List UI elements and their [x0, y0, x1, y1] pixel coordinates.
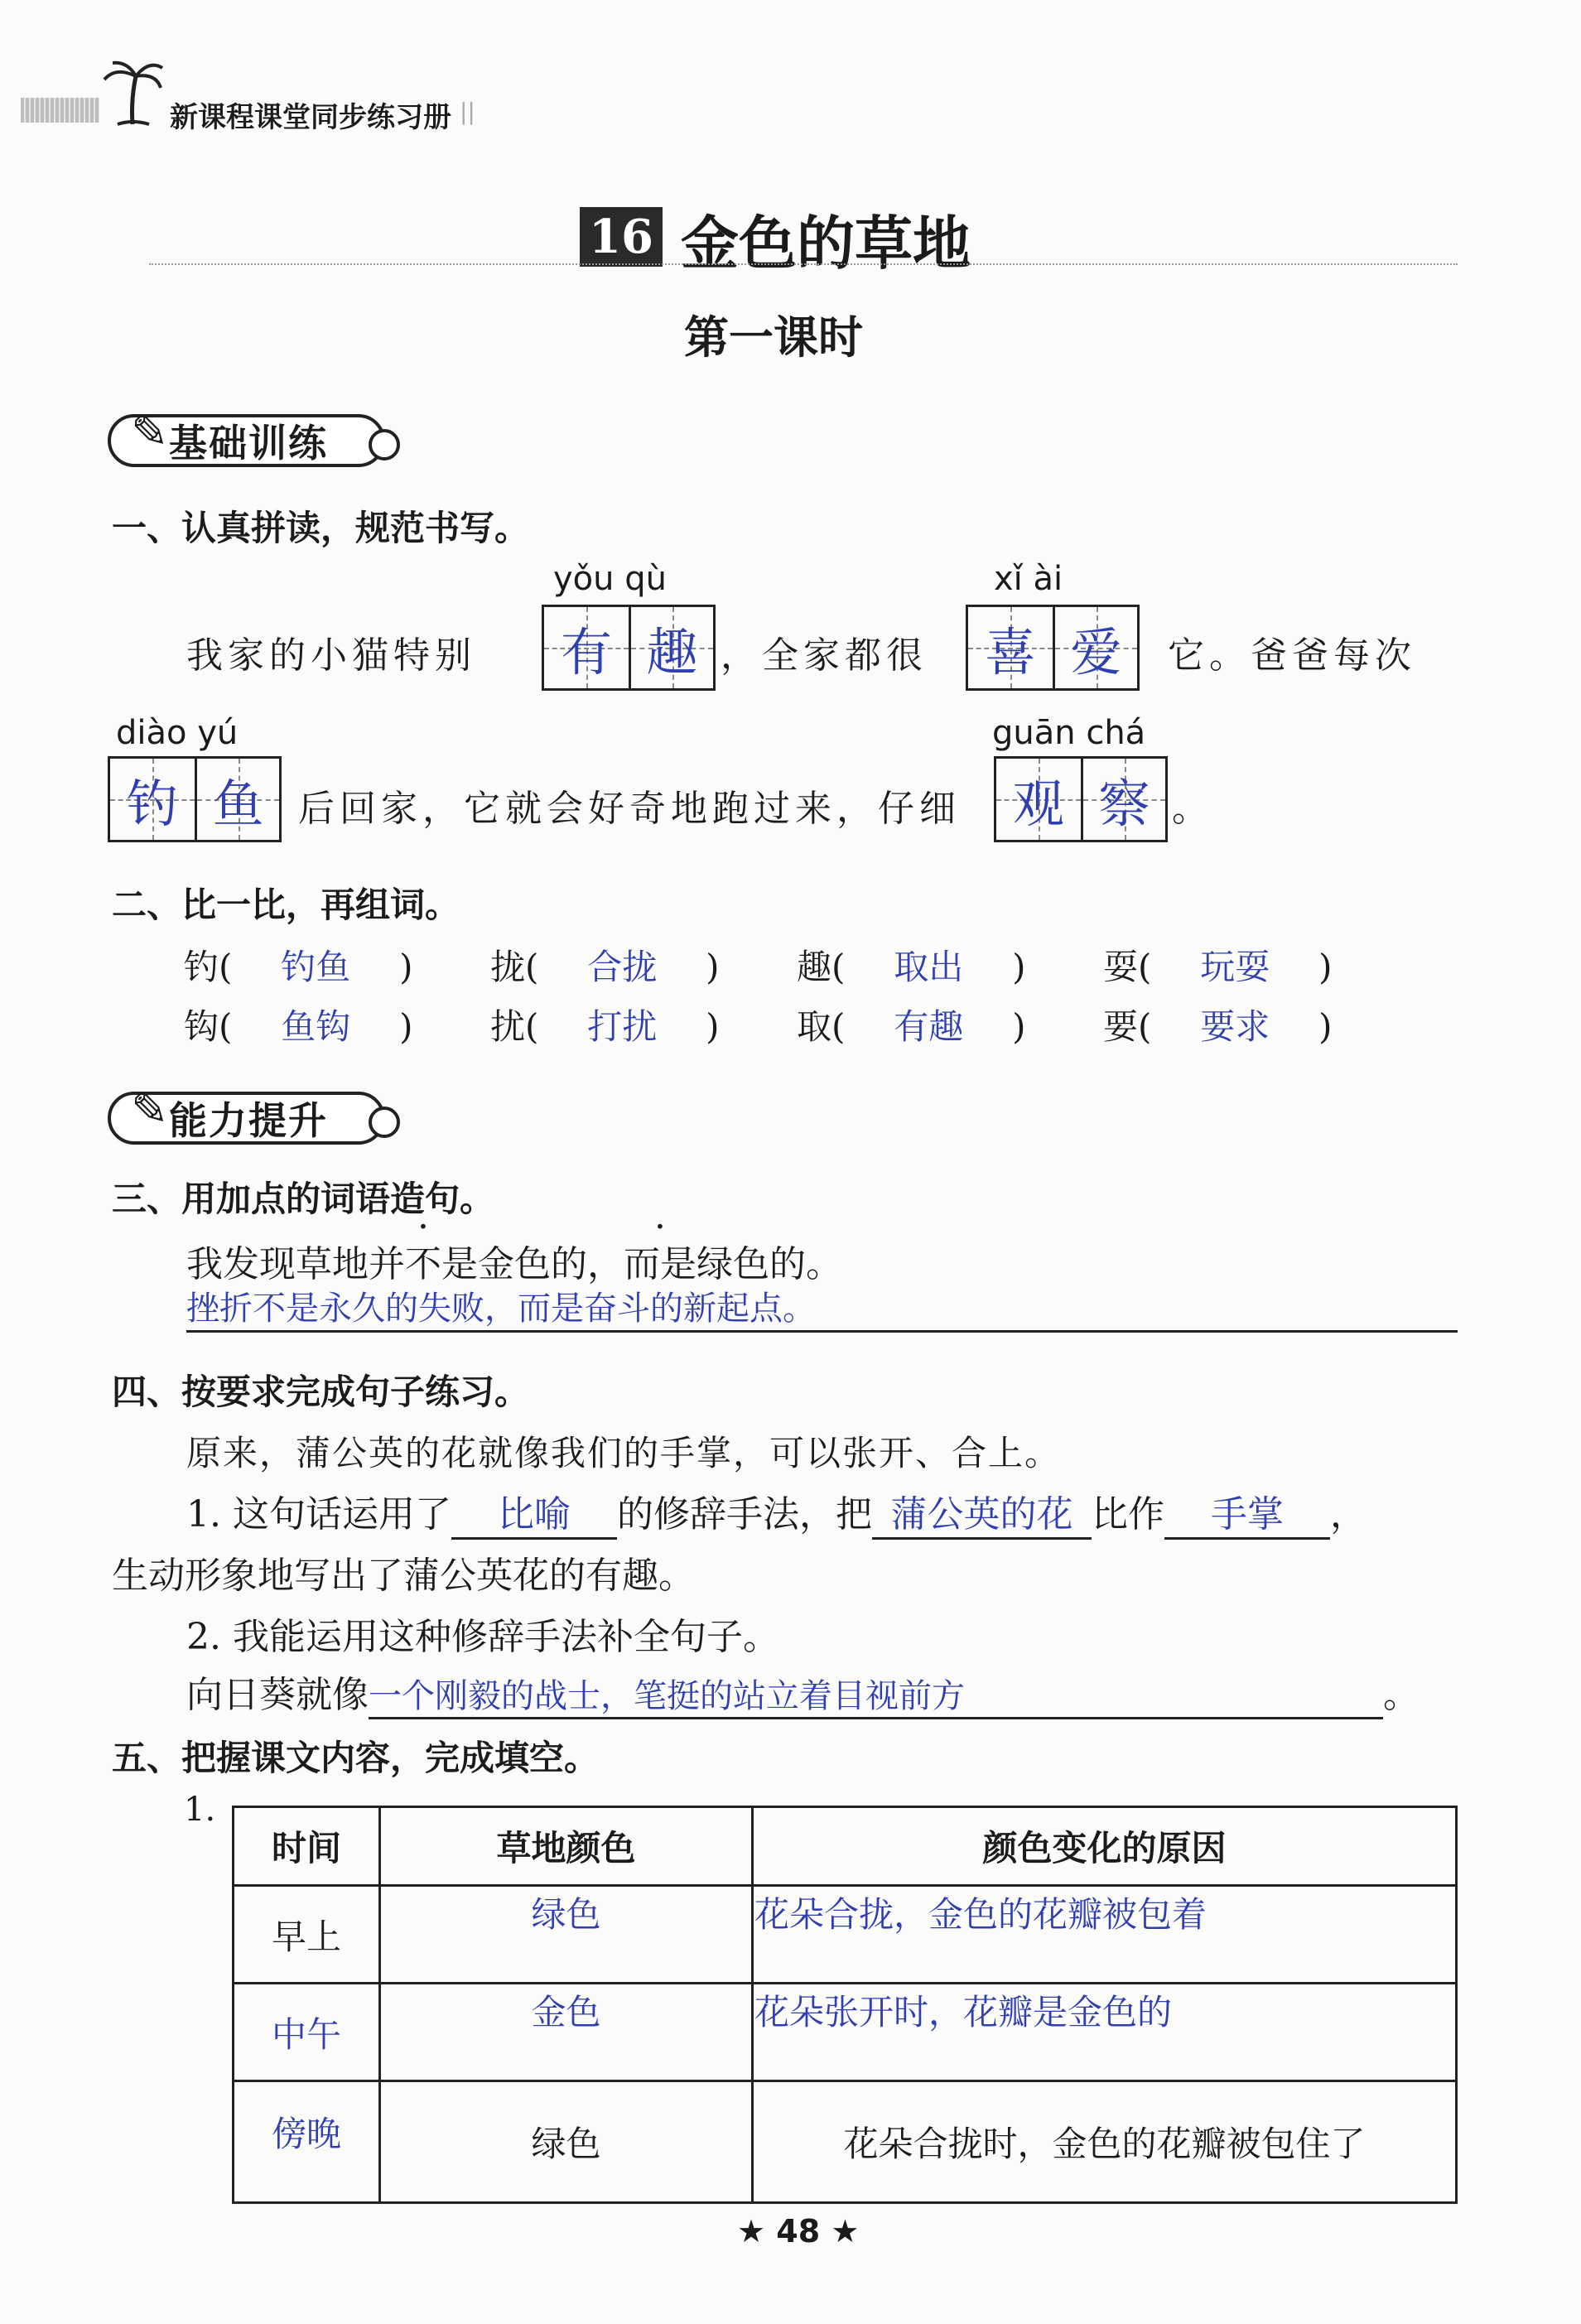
q1-text-2: ，全家都很	[721, 634, 928, 677]
cell-color: 金色	[380, 1984, 753, 2081]
answer-word: 玩耍	[1200, 947, 1270, 987]
answer-word: 要求	[1200, 1006, 1270, 1047]
cell-reason: 花朵合拢，金色的花瓣被包着	[753, 1886, 1457, 1984]
cell-reason: 花朵合拢时，金色的花瓣被包住了	[753, 2081, 1457, 2203]
ring-icon	[369, 429, 400, 460]
q4-heading: 四、按要求完成句子练习。	[112, 1372, 530, 1412]
table-row	[234, 1984, 1457, 2081]
q1-heading: 一、认真拼读，规范书写。	[112, 508, 530, 548]
word-group: 扰( 打扰 )	[490, 1000, 720, 1049]
cell-time: 中午	[234, 1984, 380, 2081]
q2-heading: 二、比一比，再组词。	[112, 885, 460, 925]
tianzige-3	[108, 756, 282, 842]
q4-quote: 原来，蒲公英的花就像我们的手掌，可以张开、合上。	[186, 1433, 1062, 1473]
blank-subject: 蒲公英的花	[872, 1484, 1092, 1540]
pinyin-4: guān chá	[992, 714, 1146, 752]
table-header-row	[234, 1807, 1457, 1886]
table-row	[234, 1886, 1457, 1984]
q1-text-4: 后回家，它就会好奇地跑过来，仔细	[298, 788, 961, 830]
page-number: ★ 48 ★	[737, 2213, 860, 2249]
col-header: 时间	[234, 1807, 380, 1886]
pinyin-2: xǐ ài	[994, 560, 1063, 598]
pencil-icon: ✎	[131, 1083, 169, 1135]
q5-table	[232, 1806, 1458, 2204]
answer-word: 打扰	[587, 1006, 658, 1047]
answer-word: 合拢	[587, 947, 658, 987]
q1-text-5: 。	[1172, 788, 1213, 830]
ring-icon	[369, 1107, 400, 1138]
palm-tree-icon	[99, 58, 166, 128]
q4-sentence-1: 1. 这句话运用了 比喻 的修辞手法，把 蒲公英的花 比作 手掌 ，	[186, 1484, 1367, 1540]
q1-text-3: 它。爸爸每次	[1168, 634, 1416, 677]
tianzige-2	[966, 605, 1140, 691]
book-title: 新课程课堂同步练习册	[170, 101, 451, 134]
q5-item-number: 1.	[184, 1791, 216, 1829]
answer-word: 取出	[894, 947, 964, 987]
lesson-number: 16	[580, 207, 663, 267]
answer-char: 喜	[984, 621, 1036, 682]
col-header: 颜色变化的原因	[753, 1807, 1457, 1886]
blank-rhetoric: 比喻	[451, 1484, 617, 1540]
answer-char: 趣	[646, 621, 698, 682]
title-divider	[149, 263, 1458, 265]
blank-object: 手掌	[1164, 1484, 1330, 1540]
cell-reason: 花朵张开时，花瓣是金色的	[753, 1984, 1457, 2081]
word-group: 钓( 钓鱼 )	[184, 940, 413, 990]
answer-word: 有趣	[894, 1006, 964, 1047]
badge-label: 能力提升	[169, 1098, 328, 1143]
blank-simile: 一个刚毅的战士，笔挺的站立着目视前方	[369, 1670, 1383, 1719]
table-row	[234, 2081, 1457, 2203]
header-tail: ||	[460, 98, 475, 125]
q4-sentence-2: 2. 我能运用这种修辞手法补全句子。	[186, 1616, 779, 1658]
answer-line	[186, 1330, 1458, 1333]
lesson-period: 第一课时	[684, 311, 863, 364]
answer-char: 鱼	[212, 773, 264, 834]
answer-word: 鱼钩	[281, 1006, 351, 1047]
answer-word: 钓鱼	[281, 947, 351, 987]
dotted-word: 并不是	[369, 1243, 478, 1285]
cell-color: 绿色	[380, 2081, 753, 2203]
pinyin-1: yǒu qù	[553, 560, 667, 598]
q4-sentence-3: 向日葵就像一个刚毅的战士，笔挺的站立着目视前方 。	[186, 1665, 1420, 1719]
q3-heading: 三、用加点的词语造句。	[112, 1179, 495, 1219]
answer-char: 爱	[1070, 621, 1122, 682]
word-group: 钩( 鱼钩 )	[184, 1000, 413, 1049]
cell-time: 傍晚	[234, 2081, 380, 2203]
tianzige-4	[994, 756, 1168, 842]
answer-char: 钓	[126, 773, 178, 834]
word-group: 要( 要求 )	[1103, 1000, 1333, 1049]
cell-time: 早上	[234, 1886, 380, 1984]
col-header: 草地颜色	[380, 1807, 753, 1886]
dotted-word: 而是	[624, 1243, 697, 1285]
q1-text-1: 我家的小猫特别	[186, 634, 476, 677]
word-group: 取( 有趣 )	[797, 1000, 1026, 1049]
q4-sentence-1-cont: 生动形象地写出了蒲公英花的有趣。	[112, 1555, 695, 1597]
lesson-title: 金色的草地	[681, 209, 971, 277]
section-badge-basic	[108, 406, 385, 467]
badge-label: 基础训练	[169, 421, 328, 465]
word-group: 拢( 合拢 )	[490, 940, 720, 990]
tianzige-1	[542, 605, 716, 691]
answer-char: 察	[1098, 773, 1150, 834]
word-group: 耍( 玩耍 )	[1103, 940, 1333, 990]
answer-char: 观	[1012, 773, 1064, 834]
word-group: 趣( 取出 )	[797, 940, 1026, 990]
q3-sentence: 我发现草地并不是金色的，而是绿色的。	[186, 1234, 842, 1287]
q5-heading: 五、把握课文内容，完成填空。	[112, 1738, 600, 1778]
pencil-icon: ✎	[131, 406, 169, 458]
cell-color: 绿色	[380, 1886, 753, 1984]
answer-char: 有	[560, 621, 612, 682]
section-badge-advanced	[108, 1083, 385, 1145]
header-stripes	[21, 98, 99, 123]
q3-answer: 挫折不是永久的失败，而是奋斗的新起点。	[186, 1290, 816, 1328]
pinyin-3: diào yú	[116, 714, 239, 752]
